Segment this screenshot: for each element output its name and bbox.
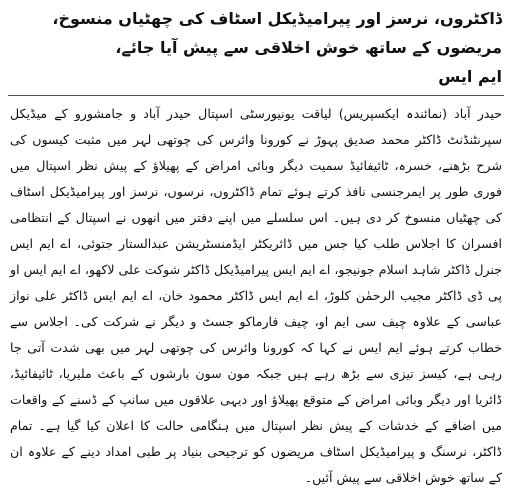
article-body: حیدر آباد (نمائندہ ایکسپریس) لیاقت یونیورسٹی اسپتال حیدر آباد و جامشورو کے میڈیکل سپرنٹنڈنٹ ڈاکٹر محمد صدیق پہوڑ نے کورونا وائرس کی چوتھی لہر میں مثبت کیسوں کی شرح بڑھنے، خسرہ، ٹائیفائیڈ سمیت دیگر وبائی امراض کے پھیلاؤ کے پیش نظر اسپتال میں فوری طور پر ایمرجنسی نافذ کرتے ہوئے تمام ڈاکٹروں، نرسوں، نرسز اور پیرامیڈیکل اسٹاف کی چھٹیاں منسوخ کر دی ہیں۔ اس سلسلے میں اپنے دفتر میں انھوں نے اسپتال کے انتظامی افسران کا اجلاس طلب کیا جس میں ڈائریکٹر ایڈمنسٹریشن عبدالستار جتوئی، اے ایم ایس جنرل ڈاکٹر شاہد اسلام جونیجو، اے ایم ایس پیرامیڈیکل ڈاکٹر شوکت علی لاکھو، اے ایم ایس او پی ڈی ڈاکٹر مجیب الرحمٰن کلوڑ، اے ایم ایس ڈاکٹر محمود خان، اے ایم ایس ڈاکٹر علی نواز عباسی کے علاوہ چیف سی ایم او، چیف فارماکو جسٹ و دیگر نے شرکت کی۔ اجلاس سے خطاب کرتے ہوئے ایم ایس نے کہا کہ کورونا وائرس کی چوتھی لہر میں بھی شدت آتی جا رہی ہے، کیسز تیزی سے بڑھ رہے ہیں جبکہ مون سون بارشوں کے باعث ملیریا، ٹائیفائیڈ، ڈائریا اور دیگر وبائی امراض کے متوقع پھیلاؤ اور دیہی علاقوں میں سانپ کے ڈسنے کے واقعات میں اضافے کے خدشات کے پیش نظر اسپتال میں ہنگامی حالت کا اعلان کیا گیا ہے۔ تمام ڈاکٹر، نرسنگ و پیرامیڈیکل اسٹاف مریضوں کو ترجیحی بنیاد پر طبی امداد دینے کے علاوہ ان کے ساتھ خوش اخلاقی سے پیش آئیں۔ [10,106,502,485]
headline-line-2: ایم ایس [438,67,502,86]
headline [8,4,504,91]
headline-divider [8,95,504,96]
headline-line-1: ڈاکٹروں، نرسز اور پیرامیڈیکل اسٹاف کی چھٹیاں منسوخ، مریضوں کے ساتھ خوش اخلاقی سے پیش آیا جائے، [52,9,502,57]
